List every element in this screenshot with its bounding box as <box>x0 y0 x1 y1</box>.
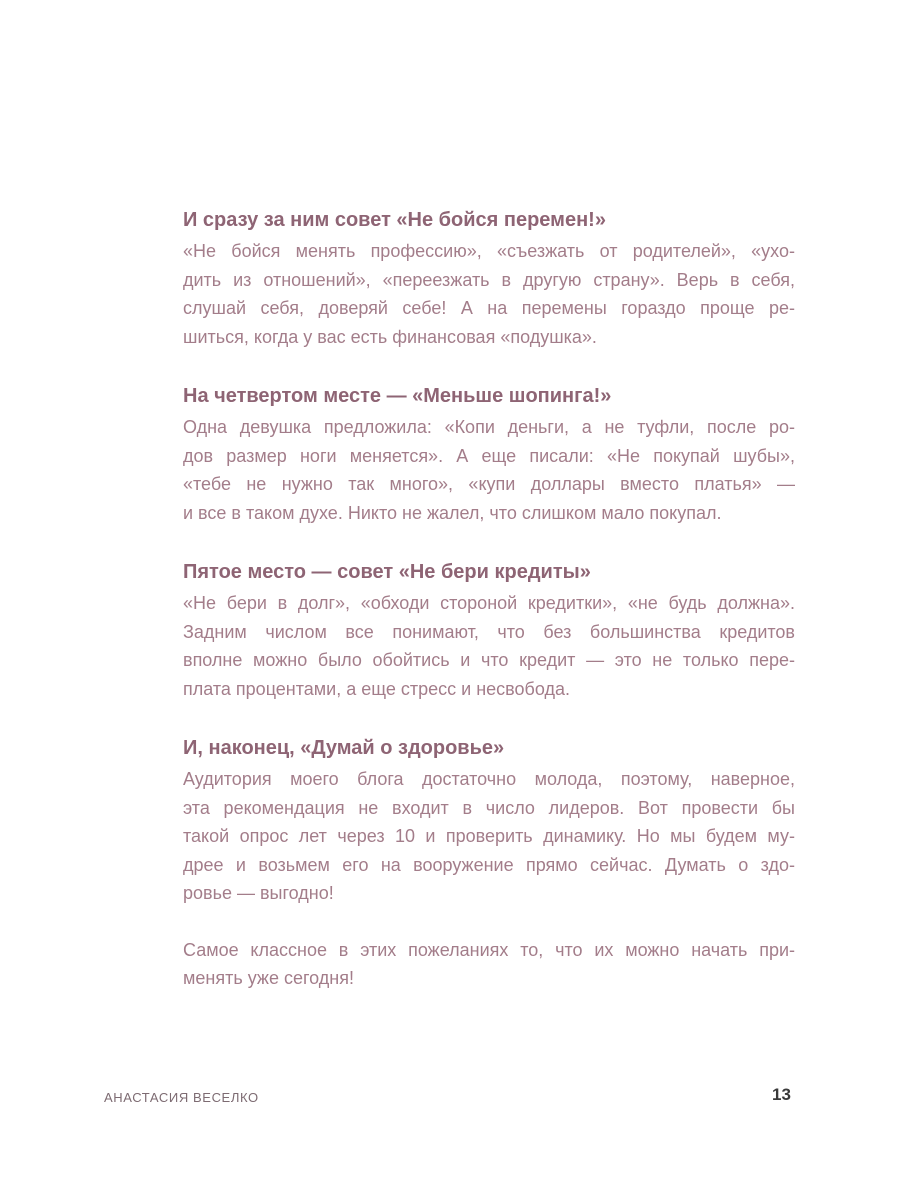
paragraph-line: эта рекомендация не входит в число лидеров. Вот провести бы <box>183 797 795 818</box>
footer-author: АНАСТАСИЯ ВЕСЕЛКО <box>104 1090 259 1105</box>
paragraph-line: такой опрос лет через 10 и проверить динамику. Но мы будем му- <box>183 826 795 846</box>
closing-paragraph <box>183 936 795 993</box>
paragraph-line: слушай себя, доверяй себе! А на перемены гораздо проще ре- <box>183 298 795 318</box>
section-credit <box>183 557 795 703</box>
paragraph-line: Самое классное в этих пожеланиях то, что их можно начать при- <box>183 939 795 960</box>
paragraph-line: «тебе не нужно так много», «купи доллары вместо платья» — <box>183 474 795 494</box>
paragraph-line: «Не бойся менять профессию», «съезжать от родителей», «ухо- <box>183 241 795 261</box>
paragraph-line: и все в таком духе. Никто не жалел, что слишком мало покупал. <box>183 502 722 523</box>
section-health <box>183 733 795 908</box>
page-number: 13 <box>772 1085 791 1104</box>
paragraph-line: шиться, когда у вас есть финансовая «подушка». <box>183 326 597 347</box>
section-paragraph <box>183 237 795 351</box>
section-paragraph <box>183 765 795 908</box>
paragraph-line: ровье — выгодно! <box>183 883 334 903</box>
page-content <box>183 205 795 993</box>
paragraph-line: дить из отношений», «переезжать в другую страну». Верь в себя, <box>183 269 795 290</box>
section-heading: Пятое место — совет «Не бери кредиты» <box>183 561 591 583</box>
section-heading: На четвертом месте — «Меньше шопинга!» <box>183 385 612 407</box>
section-shopping <box>183 381 795 527</box>
paragraph-line: вполне можно было обойтись и что кредит — это не только пере- <box>183 650 795 670</box>
paragraph-line: менять уже сегодня! <box>183 968 354 988</box>
paragraph-line: Задним числом все понимают, что без большинства кредитов <box>183 621 795 642</box>
paragraph-line: плата процентами, а еще стресс и несвобода. <box>183 678 570 699</box>
section-paragraph <box>183 589 795 703</box>
section-heading: И, наконец, «Думай о здоровье» <box>183 737 505 759</box>
paragraph-line: «Не бери в долг», «обходи стороной кредитки», «не будь должна». <box>183 593 795 613</box>
paragraph-line: Аудитория моего блога достаточно молода, поэтому, наверное, <box>183 769 795 789</box>
section-change <box>183 205 795 351</box>
paragraph-line: дов размер ноги меняется». А еще писали: «Не покупай шубы», <box>183 445 795 466</box>
paragraph-line: дрее и возьмем его на вооружение прямо сейчас. Думать о здо- <box>183 854 795 875</box>
paragraph-line: Одна девушка предложила: «Копи деньги, а не туфли, после ро- <box>183 417 795 437</box>
section-paragraph <box>183 413 795 527</box>
section-heading: И сразу за ним совет «Не бойся перемен!» <box>183 209 606 231</box>
